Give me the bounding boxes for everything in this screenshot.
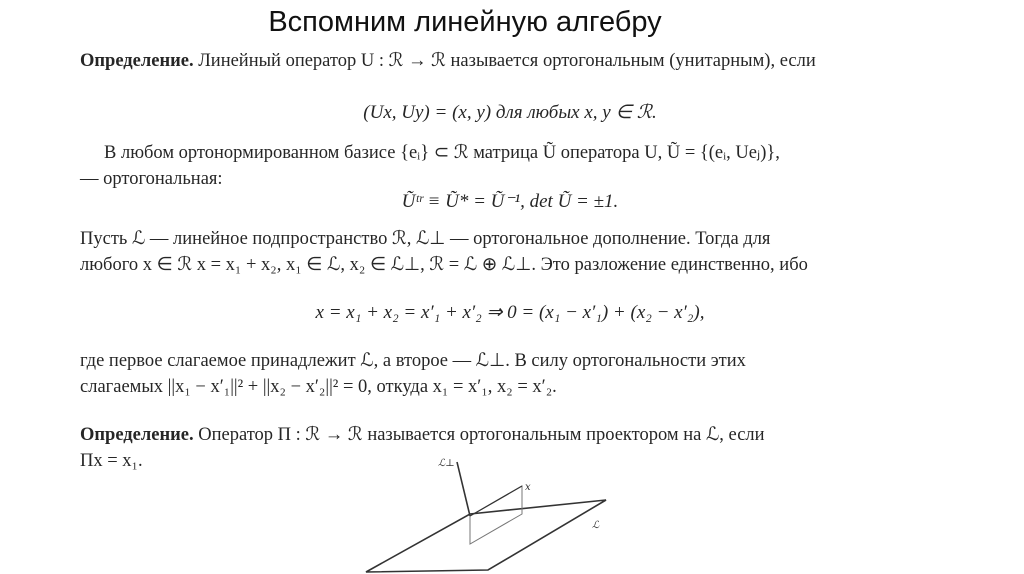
definition-1-label: Определение.: [80, 51, 194, 71]
slide-title: Вспомним линейную алгебру: [268, 6, 662, 38]
paragraph-4-line-1: где первое слагаемое принадлежит ℒ, а второе — ℒ⊥. В силу ортогональности этих: [80, 351, 746, 371]
perpendicular-axis: [457, 462, 470, 516]
definition-2-text: Оператор Π : ℛ → ℛ называется ортогональным проектором на ℒ, если: [198, 425, 765, 445]
figure-label-plane: ℒ: [592, 520, 600, 531]
plane-shape: [366, 500, 606, 572]
definition-2-continued: Πx = x₁.: [80, 451, 143, 471]
formula-3: x = x₁ + x₂ = x′₁ + x′₂ ⇒ 0 = (x₁ − x′₁) + (x₂ − x′₂),: [315, 302, 705, 323]
definition-2: [80, 422, 940, 448]
formula-1: (Ux, Uy) = (x, y) для любых x, y ∈ ℛ.: [363, 102, 657, 123]
definition-1: [80, 48, 940, 74]
definition-2-label: Определение.: [80, 425, 194, 445]
formula-2: Ũᵗʳ ≡ Ũ* = Ũ⁻¹, det Ũ = ±1.: [401, 191, 619, 212]
paragraph-2-text: В любом ортонормированном базисе {eᵢ} ⊂ ℛ матрица Ũ оператора U, Ũ = {(eᵢ, Ueⱼ)},: [104, 143, 780, 163]
figure-label-perp: ℒ⊥: [438, 458, 455, 469]
projection-parallelogram: [470, 486, 522, 544]
projection-figure: [360, 452, 620, 574]
definition-1-text: Линейный оператор U : ℛ → ℛ называется ортогональным (унитарным), если: [198, 51, 816, 71]
figure-label-x: x: [525, 482, 531, 493]
paragraph-2-continued: — ортогональная:: [80, 169, 223, 189]
paragraph-3-line-2: любого x ∈ ℛ x = x₁ + x₂, x₁ ∈ ℒ, x₂ ∈ ℒ⊥, ℛ = ℒ ⊕ ℒ⊥. Это разложение единственно, ибо: [80, 255, 808, 275]
paragraph-2: [80, 140, 940, 166]
paragraph-4-line-2: слагаемых ||x₁ − x′₁||² + ||x₂ − x′₂||² = 0, откуда x₁ = x′₁, x₂ = x′₂.: [80, 377, 557, 397]
paragraph-3-line-1: Пусть ℒ — линейное подпространство ℛ, ℒ⊥ — ортогональное дополнение. Тогда для: [80, 229, 771, 249]
